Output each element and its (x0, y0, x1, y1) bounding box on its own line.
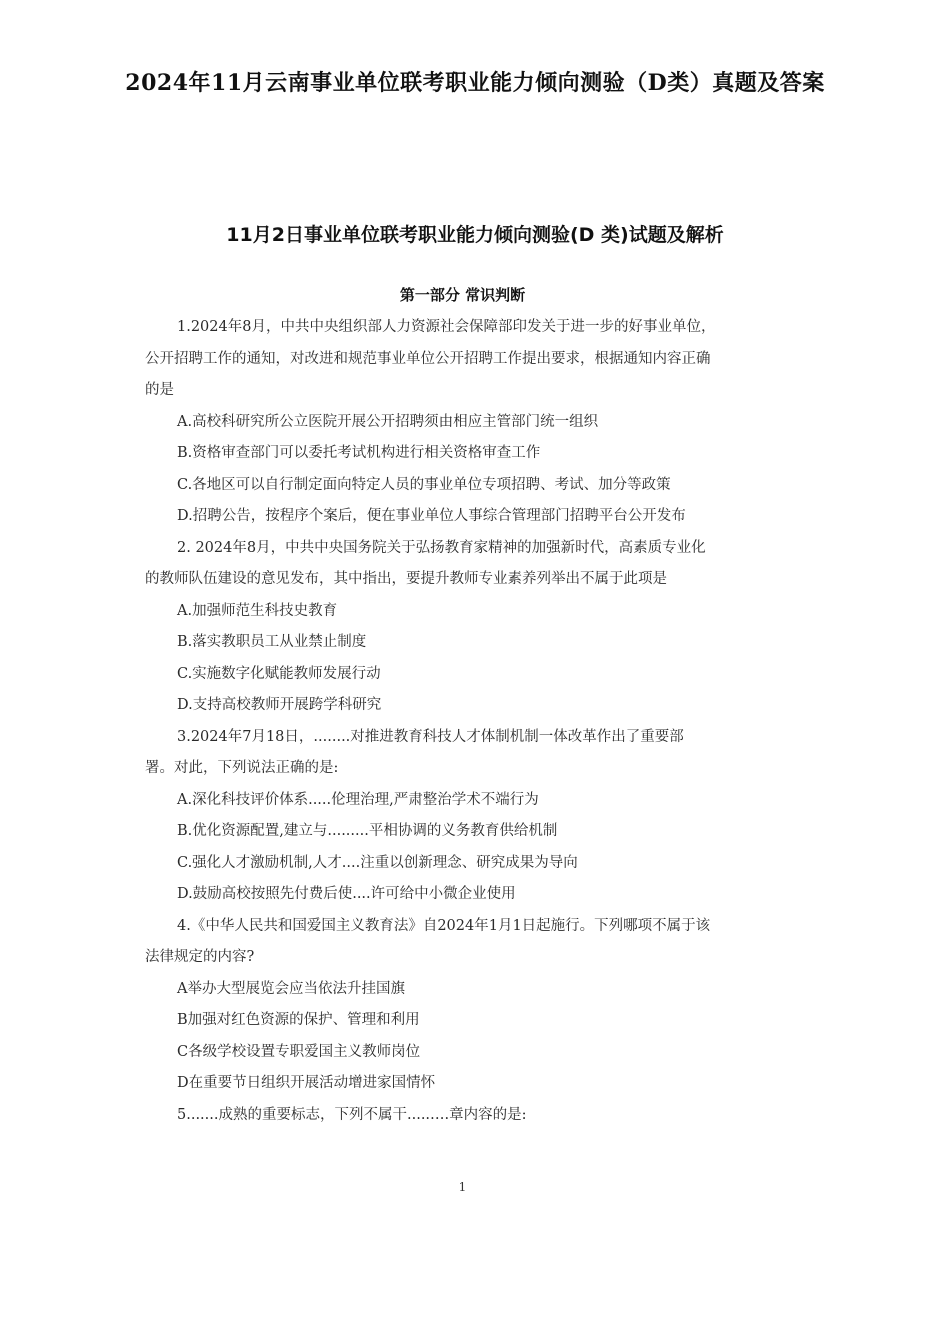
question-1-stem-cont: 的是 (145, 382, 174, 398)
question-3-option-b: B.优化资源配置,建立与.........平相协调的义务教育供给机制 (177, 823, 558, 839)
question-1-stem: 1.2024年8月，中共中央组织部人力资源社会保障部印发关于进一步的好事业单位， (177, 319, 716, 335)
question-2-stem: 2. 2024年8月，中共中央国务院关于弘扬教育家精神的加强新时代，高素质专业化 (177, 539, 706, 556)
question-body (145, 312, 785, 1131)
section-heading: 第一部分 常识判断 (399, 286, 526, 304)
question-2-option-b: B.落实教职员工从业禁止制度 (177, 634, 367, 650)
question-1-option-b: B.资格审查部门可以委托考试机构进行相关资格审查工作 (177, 445, 541, 461)
question-1-stem-cont: 公开招聘工作的通知，对改进和规范事业单位公开招聘工作提出要求，根据通知内容正确 (145, 350, 711, 367)
question-4-option-c: C各级学校设置专职爱国主义教师岗位 (177, 1043, 421, 1060)
question-4-stem: 4.《中华人民共和国爱国主义教育法》自2024年1月1日起施行。下列哪项不属于该 (177, 917, 711, 934)
question-3-option-d: D.鼓励高校按照先付费后使....许可给中小微企业使用 (177, 886, 516, 902)
exam-subtitle: 11月2日事业单位联考职业能力倾向测验(D 类)试题及解析 (226, 224, 724, 246)
question-1-option-c: C.各地区可以自行制定面向特定人员的事业单位专项招聘、考试、加分等政策 (177, 476, 671, 493)
question-2-stem-cont: 的教师队伍建设的意见发布，其中指出，要提升教师专业素养列举出不属于此项是 (145, 571, 667, 587)
question-1-option-d: D.招聘公告，按程序个案后，便在事业单位人事综合管理部门招聘平台公开发布 (177, 508, 686, 524)
question-4-option-d: D在重要节日组织开展活动增进家国情怀 (177, 1075, 436, 1091)
question-2-option-d: D.支持高校教师开展跨学科研究 (177, 697, 382, 713)
question-1-option-a: A.高校科研究所公立医院开展公开招聘须由相应主管部门统一组织 (177, 413, 599, 430)
question-4-option-b: B加强对红色资源的保护、管理和利用 (177, 1012, 420, 1028)
question-3-option-a: A.深化科技评价体系.....伦理治理,严肃整治学术不端行为 (177, 791, 539, 808)
question-3-stem: 3.2024年7月18日，........对推进教育科技人才体制机制一体改革作出了重要部 (177, 728, 684, 745)
question-2-option-a: A.加强师范生科技史教育 (177, 602, 338, 619)
page-number: 1 (458, 1180, 467, 1194)
question-2-option-c: C.实施数字化赋能教师发展行动 (177, 665, 381, 682)
question-4-option-a: A举办大型展览会应当依法升挂国旗 (177, 980, 405, 997)
question-3-stem-cont: 署。对此，下列说法正确的是: (145, 760, 339, 776)
document-title: 2024年11月云南事业单位联考职业能力倾向测验（D类）真题及答案 (125, 70, 825, 96)
question-5-stem: 5.......成熟的重要标志，下列不属干.....….章内容的是: (177, 1106, 527, 1123)
question-4-stem-cont: 法律规定的内容? (145, 949, 255, 965)
question-3-option-c: C.强化人才激励机制,人才....注重以创新理念、研究成果为导向 (177, 854, 578, 871)
